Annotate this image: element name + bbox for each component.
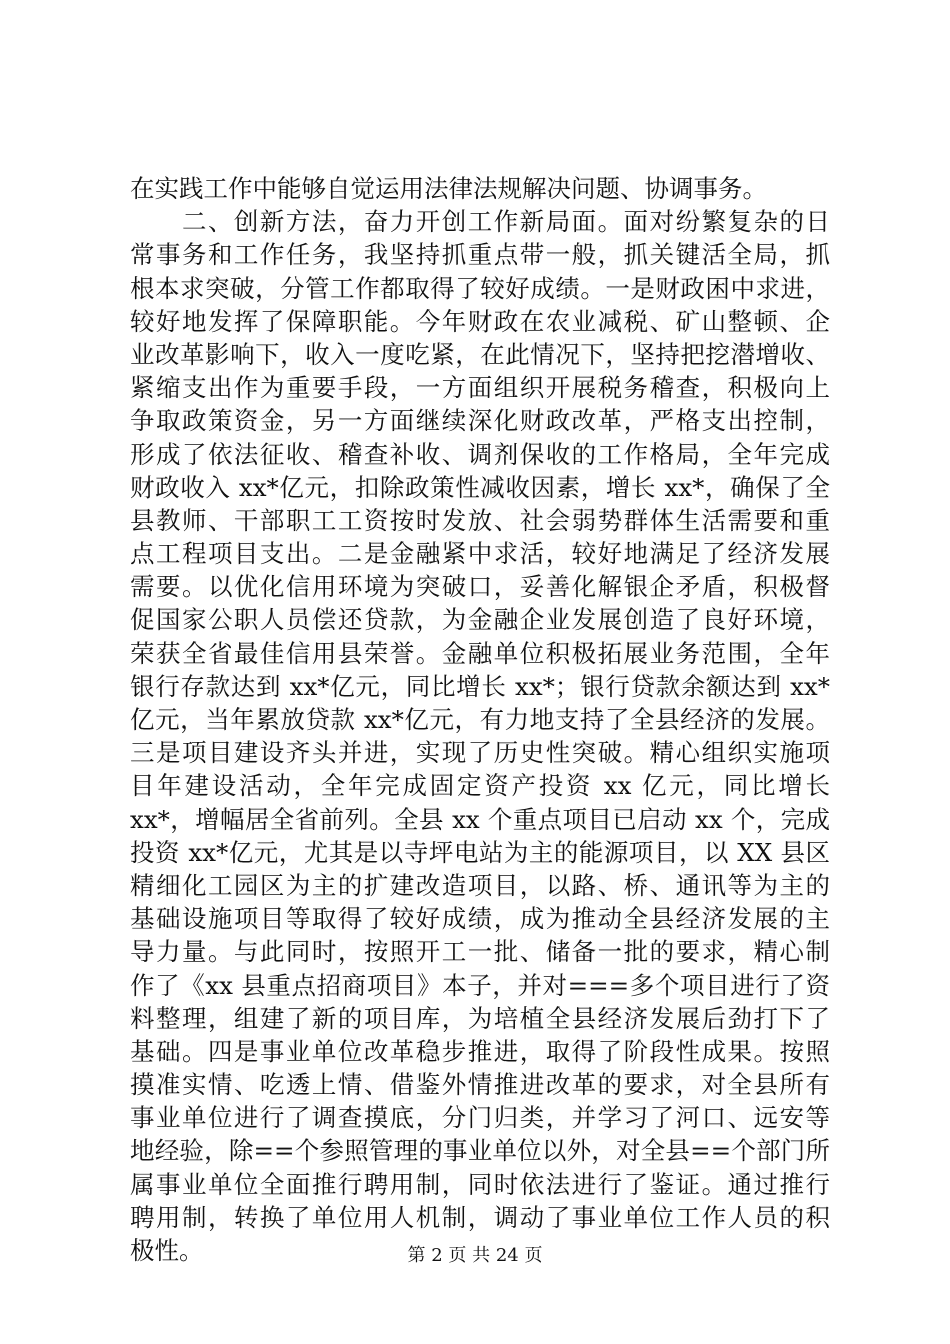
text-line: 县教师、干部职工工资按时发放、社会弱势群体生活需要和重 [130,505,830,535]
text-line: 业改革影响下，收入一度吃紧，在此情况下，坚持把挖潜增收、 [130,339,830,369]
text-line: 投资 xx*亿元，尤其是以寺坪电站为主的能源项目，以 XX 县区 [130,837,830,867]
page-number-label: 第 2 页 共 24 页 [407,1245,543,1266]
text-line: 在实践工作中能够自觉运用法律法规解决问题、协调事务。 [130,174,767,203]
text-line: 导力量。与此同时，按照开工一批、储备一批的要求，精心制 [130,937,830,967]
text-line: 需要。以优化信用环境为突破口，妥善化解银企矛盾，积极督 [130,572,830,602]
text-line: 形成了依法征收、稽查补收、调剂保收的工作格局，全年完成 [130,439,830,469]
text-line: 点工程项目支出。二是金融紧中求活，较好地满足了经济发展 [130,539,830,569]
text-line: 料整理，组建了新的项目库，为培植全县经济发展后劲打下了 [130,1003,830,1033]
text-line: 基础。四是事业单位改革稳步推进，取得了阶段性成果。按照 [130,1036,830,1066]
text-line: 聘用制，转换了单位用人机制，调动了事业单位工作人员的积 [130,1202,830,1232]
text-line: 二、创新方法，奋力开创工作新局面。面对纷繁复杂的日 [130,207,830,237]
text-line: 财政收入 xx*亿元，扣除政策性减收因素，增长 xx*，确保了全 [130,472,830,502]
text-line: 属事业单位全面推行聘用制，同时依法进行了鉴证。通过推行 [130,1169,830,1199]
text-line: 银行存款达到 xx*亿元，同比增长 xx*；银行贷款余额达到 xx* [130,671,830,701]
text-line: 极性。 [130,1236,204,1265]
document-body [130,172,830,1267]
text-line: 事业单位进行了调查摸底，分门归类，并学习了河口、远安等 [130,1103,830,1133]
text-line: 争取政策资金，另一方面继续深化财政改革，严格支出控制， [130,406,830,436]
text-line: 基础设施项目等取得了较好成绩，成为推动全县经济发展的主 [130,904,830,934]
text-line: 亿元，当年累放贷款 xx*亿元，有力地支持了全县经济的发展。 [130,705,830,734]
text-line: xx*，增幅居全省前列。全县 xx 个重点项目已启动 xx 个，完成 [130,804,830,834]
text-line: 常事务和工作任务，我坚持抓重点带一般，抓关键活全局，抓 [130,240,830,270]
text-line: 较好地发挥了保障职能。今年财政在农业减税、矿山整顿、企 [130,306,830,336]
text-line: 三是项目建设齐头并进，实现了历史性突破。精心组织实施项 [130,738,830,768]
text-line: 精细化工园区为主的扩建改造项目，以路、桥、通讯等为主的 [130,870,830,900]
text-line: 目年建设活动，全年完成固定资产投资 xx 亿元，同比增长 [130,771,830,801]
text-line: 摸准实情、吃透上情、借鉴外情推进改革的要求，对全县所有 [130,1070,830,1100]
text-line: 作了《xx 县重点招商项目》本子，并对===多个项目进行了资 [130,970,830,1000]
text-line: 紧缩支出作为重要手段，一方面组织开展税务稽查，积极向上 [130,373,830,403]
page-footer [0,1245,950,1267]
text-line: 根本求突破，分管工作都取得了较好成绩。一是财政困中求进， [130,273,830,303]
text-line: 地经验，除==个参照管理的事业单位以外，对全县==个部门所 [130,1136,830,1166]
text-line: 促国家公职人员偿还贷款，为金融企业发展创造了良好环境， [130,605,830,635]
text-line: 荣获全省最佳信用县荣誉。金融单位积极拓展业务范围，全年 [130,638,830,668]
